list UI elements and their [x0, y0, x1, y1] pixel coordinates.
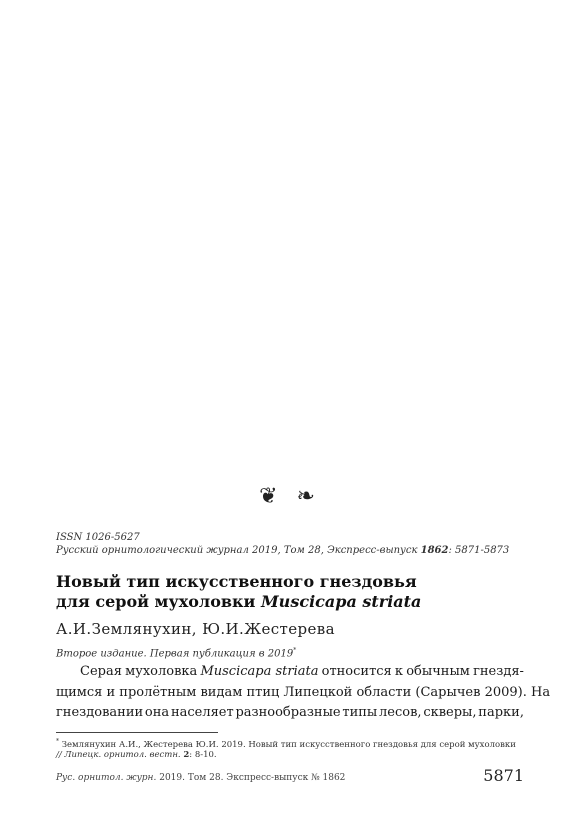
running-journal: Рус. орнитол. журн. [56, 773, 157, 783]
word: гнездовании [56, 705, 144, 720]
word: типы [342, 705, 378, 720]
footnote-line1: * Землянухин А.И., Жестерева Ю.И. 2019. Новый тип искусственного гнездовья для серой мухоловки [56, 738, 516, 750]
word: разнообразные [235, 705, 341, 720]
footnote-rule [56, 732, 218, 733]
body-line-3 [56, 705, 524, 720]
body-line-1 [56, 664, 524, 679]
article-title-line2 [56, 592, 421, 611]
word: гнездя- [473, 664, 524, 679]
footnote-volume: 2 [183, 750, 190, 760]
word: к [394, 664, 404, 679]
edition-text: Второе издание. Первая публикация в 2019 [56, 648, 294, 660]
word: скверы, [423, 705, 477, 720]
title-species: Muscicapa striata [260, 592, 422, 611]
edition-note [56, 647, 296, 659]
word: обычным [406, 664, 470, 679]
issue-number: 1862 [420, 545, 449, 556]
journal-prefix: Русский орнитологический журнал 2019, Том 28, Экспресс-выпуск [56, 545, 421, 556]
page-number: 5871 [483, 766, 524, 785]
footnote-source: // Липецк. орнитол. вестн. [56, 750, 184, 760]
word: лесов, [379, 705, 422, 720]
word: Серая [80, 664, 122, 679]
section-ornament: ❦ ❧ [259, 484, 321, 509]
title-prefix: для серой мухоловки [56, 592, 261, 611]
footnote-line2 [56, 750, 217, 760]
article-title-line1: Новый тип искусственного гнездовья [56, 572, 417, 591]
footnote-pages: : 8-10. [189, 750, 217, 760]
word: парки, [478, 705, 524, 720]
word: мухоловка [125, 664, 198, 679]
running-footer [56, 773, 345, 783]
journal-citation [56, 545, 509, 556]
word: относится [321, 664, 392, 679]
word: населяет [170, 705, 234, 720]
page-range: : 5871-5873 [448, 545, 510, 556]
edition-footnote-mark: * [293, 647, 297, 654]
body-line-2: щимся и пролётным видам птиц Липецкой области (Сарычев 2009). На [56, 685, 551, 700]
word: она [144, 705, 170, 720]
issn: ISSN 1026-5627 [56, 532, 140, 543]
footnote-mark: * [56, 738, 59, 745]
species-name: Muscicapa striata [200, 664, 319, 679]
running-issue: 2019. Том 28. Экспресс-выпуск № 1862 [156, 773, 346, 783]
authors: А.И.Землянухин, Ю.И.Жестерева [56, 620, 335, 638]
